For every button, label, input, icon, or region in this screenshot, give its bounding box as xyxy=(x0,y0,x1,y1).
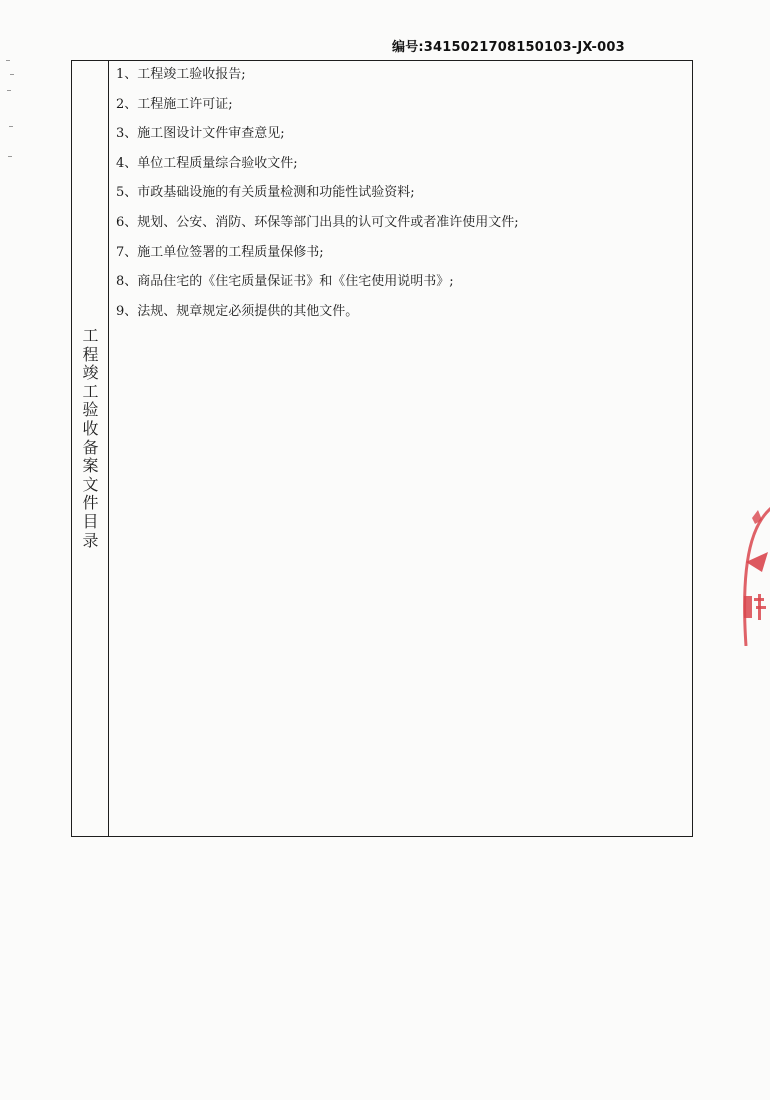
section-label-char: 件 xyxy=(82,493,99,513)
list-item: 5、市政基础设施的有关质量检测和功能性试验资料; xyxy=(116,185,415,201)
section-label-column xyxy=(72,61,109,836)
list-item: 2、工程施工许可证; xyxy=(116,96,233,112)
list-item: 7、施工单位签署的工程质量保修书; xyxy=(116,244,324,260)
list-item: 3、施工图设计文件审查意见; xyxy=(116,126,285,142)
section-label-char: 案 xyxy=(82,456,99,476)
section-label-char: 备 xyxy=(82,437,99,457)
margin-marks xyxy=(4,60,18,180)
section-label-char: 竣 xyxy=(82,363,99,383)
section-label-char: 目 xyxy=(82,511,99,531)
section-label-char: 录 xyxy=(82,530,99,550)
file-list xyxy=(116,65,519,331)
section-label-char: 文 xyxy=(82,474,99,494)
filing-form-table xyxy=(71,60,693,837)
list-item: 9、法规、规章规定必须提供的其他文件。 xyxy=(116,303,359,319)
section-label-char: 验 xyxy=(82,400,99,420)
list-item: 1、工程竣工验收报告; xyxy=(116,67,246,82)
list-item: 6、规划、公安、消防、环保等部门出具的认可文件或者准许使用文件; xyxy=(116,214,519,230)
section-label-char: 工 xyxy=(82,326,99,345)
section-label xyxy=(72,327,109,550)
list-item: 8、商品住宅的《住宅质量保证书》和《住宅使用说明书》; xyxy=(116,274,454,290)
red-seal-stamp xyxy=(732,496,770,646)
document-number: 编号:3415021708150103-JX-003 xyxy=(392,40,625,55)
section-label-char: 工 xyxy=(82,381,99,401)
section-label-char: 程 xyxy=(82,344,99,364)
section-label-char: 收 xyxy=(82,418,99,438)
list-item: 4、单位工程质量综合验收文件; xyxy=(116,155,298,171)
